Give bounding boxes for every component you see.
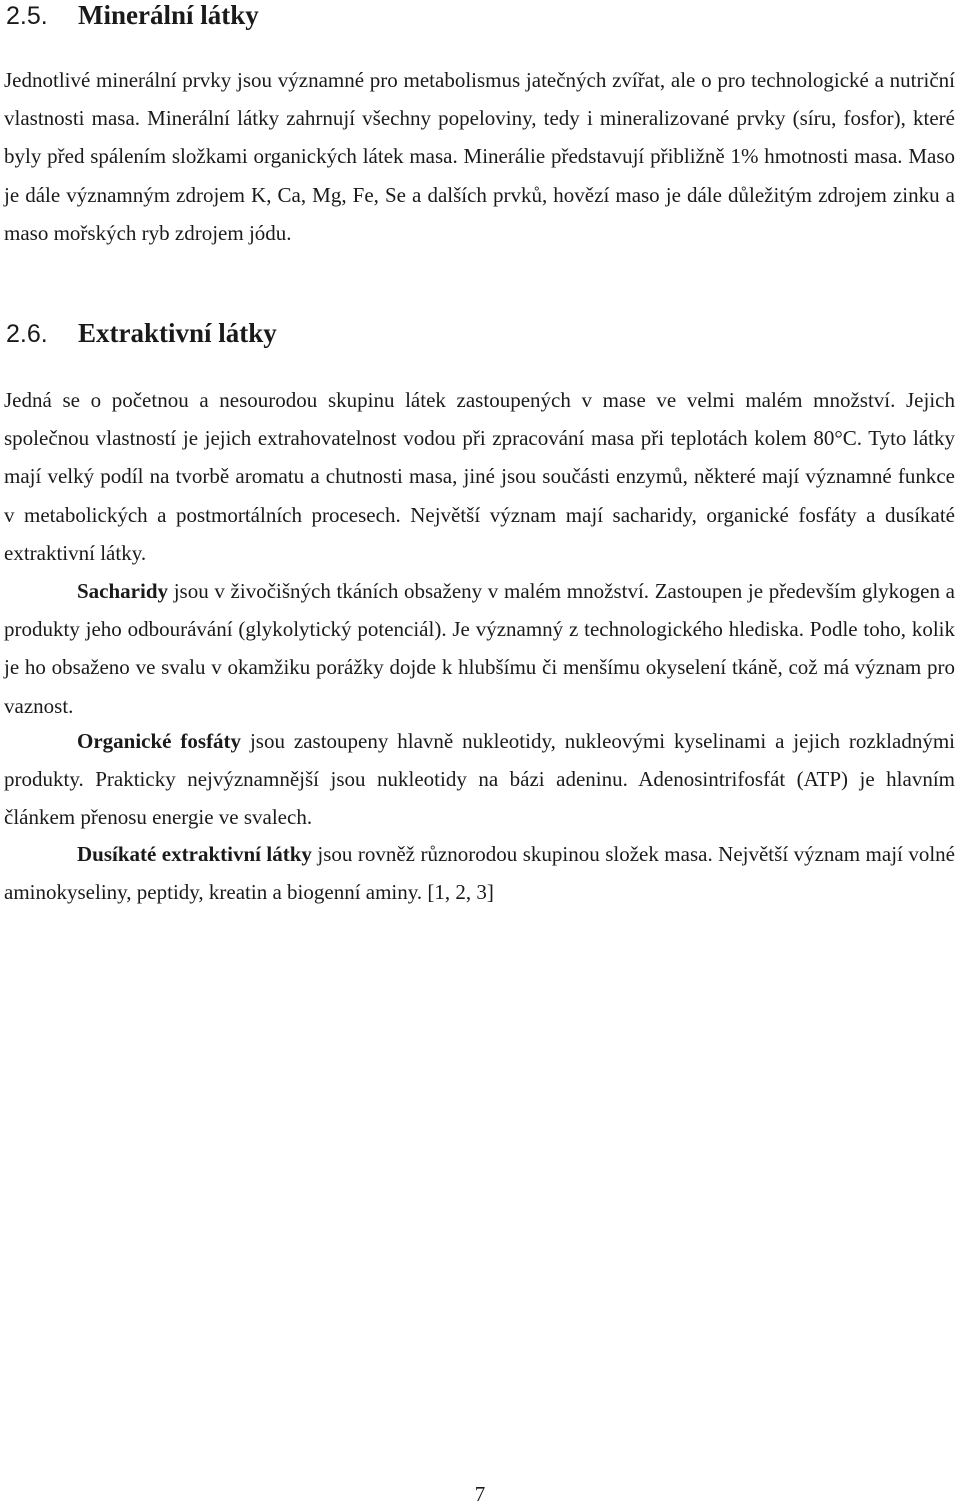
- paragraph-organic-phosphates: [4, 722, 955, 837]
- section-title: Extraktivní látky: [78, 318, 277, 348]
- term-nitrogenous-substances: Dusíkaté extraktivní látky: [77, 842, 312, 866]
- paragraph-saccharides: [4, 572, 955, 725]
- term-organic-phosphates: Organické fosfáty: [77, 729, 242, 753]
- section-title: Minerální látky: [78, 0, 259, 30]
- term-saccharides: Sacharidy: [77, 579, 169, 603]
- page-number: 7: [474, 1482, 486, 1506]
- section-number: 2.6.: [6, 320, 48, 348]
- paragraph-extractive-substances: Jedná se o početnou a nesourodou skupinu látek zastoupených v mase ve velmi malém množství. Jejich společnou vlastností je jejich extrahovatelnost vodou při zpracování masa při teplotách kolem 80°C. Tyto látky mají velký podíl na tvorbě aromatu a chutnosti masa, jiné jsou součásti enzymů, některé mají významné funkce v metabolických a postmortálních procesech. Největší význam mají sacharidy, organické fosfáty a dusíkaté extraktivní látky.: [4, 388, 955, 565]
- section-heading-2-5: [6, 0, 259, 31]
- nitrogenous-substances-text: jsou rovněž různorodou skupinou složek masa. Největší význam mají volné aminokyseliny, peptidy, kreatin a biogenní aminy. [1, 2, 3]: [4, 842, 955, 905]
- organic-phosphates-text: jsou zastoupeny hlavně nukleotidy, nukleovými kyselinami a jejich rozkladnými produkty. Prakticky nejvýznamnější jsou nukleotidy na bázi adeninu. Adenosintrifosfát (ATP) je hlavním článkem přenosu energie ve svalech.: [4, 729, 955, 830]
- paragraph-mineral-substances: Jednotlivé minerální prvky jsou významné pro metabolismus jatečných zvířat, ale o pro technologické a nutriční vlastnosti masa. Minerální látky zahrnují všechny popeloviny, tedy i mineralizované prvky (síru, fosfor), které byly před spálením složkami organických látek masa. Minerálie představují přibližně 1% hmotnosti masa. Maso je dále významným zdrojem K, Ca, Mg, Fe, Se a dalších prvků, hovězí maso je dále důležitým zdrojem zinku a maso mořských ryb zdrojem jódu.: [4, 68, 955, 245]
- saccharides-text: jsou v živočišných tkáních obsaženy v malém množství. Zastoupen je především glykogen a produkty jeho odbourávání (glykolytický potenciál). Je významný z technologického hlediska. Podle toho, kolik je ho obsaženo ve svalu v okamžiku porážky dojde k hlubšímu či menšímu okyselení tkáně, což má význam pro vaznost.: [4, 579, 955, 718]
- section-number: 2.5.: [6, 2, 48, 30]
- section-heading-2-6: [6, 318, 277, 349]
- paragraph-nitrogenous-substances: [4, 835, 955, 911]
